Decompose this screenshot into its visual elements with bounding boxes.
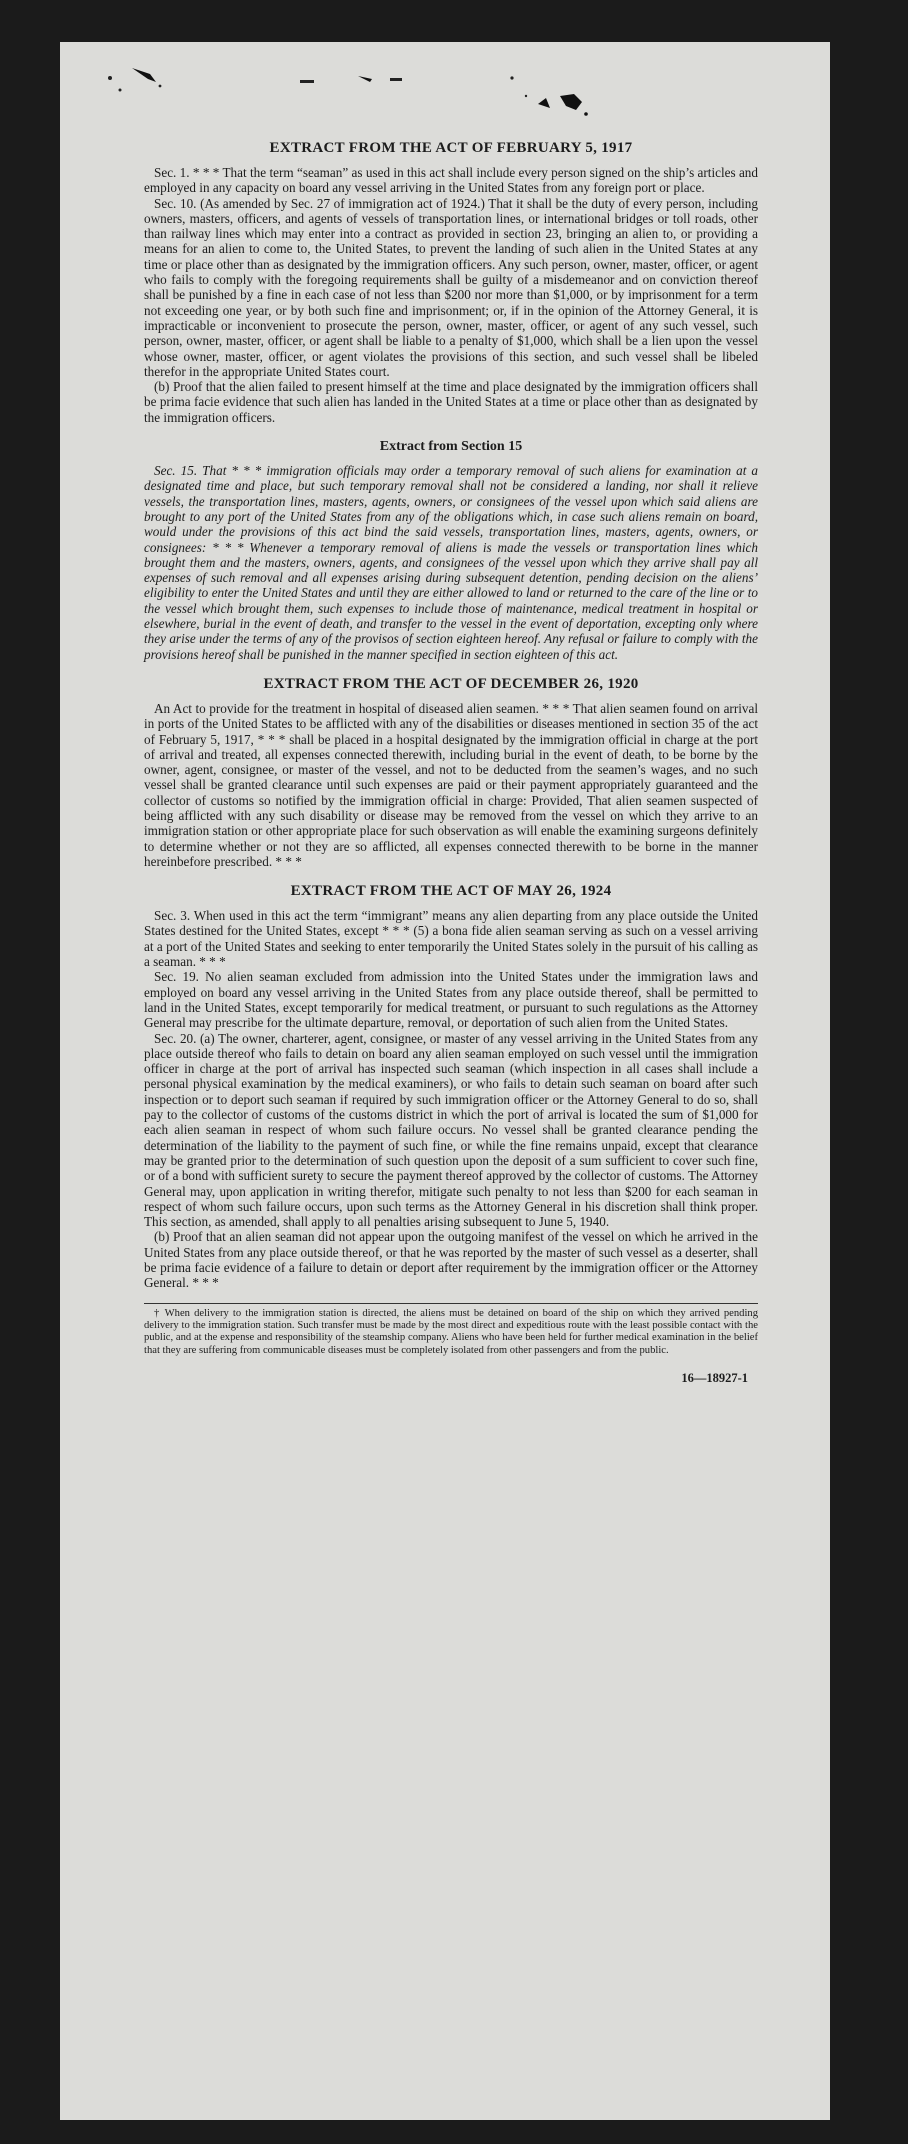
section-paragraph: Sec. 10. (As amended by Sec. 27 of immigration act of 1924.) That it shall be the duty of every person, including owners, masters, officers, and agents of vessels of transportation lines, or international bridges or toll roads, other than railway lines which may enter into a contract as provided in section 23, bringing an alien to, or providing a means for an alien to come to, the United States, to prevent the landing of such alien in the United States at any time or place other than as designated by the immigration officers. Any such person, owner, master, officer, or agent who fails to comply with the foregoing requirements shall be guilty of a misdemeanor and on conviction thereof shall be punished by a fine in each case of not less than $200 nor more than $1,000, or by imprisonment for a term not exceeding one year, or by both such fine and imprisonment; or, if in the opinion of the Attorney General, it is impracticable or inconvenient to prosecute the person, owner, master, officer, or agent of any such vessel, such person, owner, master, officer, or agent shall be liable to a penalty of $1,000, which shall be a lien upon the vessel whose owner, master, officer, or agent violates the provisions of this section, and such vessel shall be libeled therefor in the appropriate United States court. — [144, 195, 758, 379]
section-paragraph: Sec. 20. (a) The owner, charterer, agent, consignee, or master of any vessel arriving in the United States from any place outside thereof who fails to detain on board any alien seaman employed on such vessel until the immigration officer in charge at the port of arrival has inspected such seaman (which inspection in all cases shall include a personal physical examination by the medical examiners), or who fails to detain such seaman on board after such inspection or to deport such seaman if required by such immigration officer or the Attorney General to do so, shall pay to the collector of customs of the customs district in which the port of arrival is located the sum of $1,000 for each alien seaman in respect of whom such failure occurs. No vessel shall be granted clearance pending the determination of the liability to the payment of such fine, or while the fine remains unpaid, except that clearance may be granted prior to the determination of such question upon the deposit of a sum sufficient to cover such fine, or of a bond with sufficient surety to secure the payment thereof approved by the collector of customs. The Attorney General may, upon application in writing therefor, mitigate such penalty to not less than $200 for each seaman in respect of whom such failure occurs, upon such terms as the Attorney General in his discretion shall think proper. This section, as amended, shall apply to all penalties arising subsequent to June 5, 1940. — [144, 1030, 758, 1230]
document-body — [144, 140, 758, 1386]
document-page — [60, 42, 830, 2120]
form-code: 16—18927-1 — [681, 1371, 748, 1386]
section-heading: Extract from Section 15 — [379, 439, 523, 455]
section-heading: EXTRACT FROM THE ACT OF FEBRUARY 5, 1917 — [269, 140, 633, 156]
footnote-rule — [144, 1303, 758, 1304]
section-paragraph: (b) Proof that an alien seaman did not appear upon the outgoing manifest of the vessel on which he arrived in the United States from any place outside thereof, or that he was reported by the master of such vessel as a deserter, shall be prima facie evidence of a failure to detain or deport after requirement by the immigration officer or the Attorney General. * * * — [144, 1229, 758, 1291]
sections-container — [144, 140, 758, 1291]
footnote: † When delivery to the immigration station is directed, the aliens must be detained on board of the ship on which they arrived pending delivery to the immigration station. Such transfer must be made by the most direct and expeditious route with the least possible contact with the public, and at the expense and responsibility of the steamship company. Aliens who have been held for further medical examination in the belief that they are suffering from communicable diseases must be completely isolated from other passengers and from the public. — [144, 1307, 758, 1356]
section-heading: EXTRACT FROM THE ACT OF DECEMBER 26, 1920 — [263, 675, 639, 692]
section-paragraph: Sec. 3. When used in this act the term “immigrant” means any alien departing from any place outside the United States destined for the United States, except * * * (5) a bona fide alien seaman serving as such on a vessel arriving at a port of the United States and seeking to enter temporarily the United States solely in the pursuit of his calling as a seaman. * * * — [144, 908, 758, 970]
section-heading: EXTRACT FROM THE ACT OF MAY 26, 1924 — [290, 883, 612, 900]
section-paragraph: Sec. 19. No alien seaman excluded from admission into the United States under the immigration laws and employed on board any vessel arriving in the United States from any place outside thereof, shall be permitted to land in the United States, except temporarily for medical treatment, or pursuant to such regulations as the Attorney General may prescribe for the ultimate departure, removal, or deportation of such alien from the United States. — [144, 969, 758, 1031]
section-paragraph: An Act to provide for the treatment in hospital of diseased alien seamen. * * * That alien seamen found on arrival in ports of the United States to be afflicted with any of the disabilities or diseases mentioned in section 35 of the act of February 5, 1917, * * * shall be placed in a hospital designated by the immigration official in charge at the port of arrival and treated, all expenses connected therewith, including burial in the event of death, to be borne by the owner, agent, consignee, or master of the vessel, and not to be deducted from the seamen’s wages, and no such vessel shall be granted clearance until such expenses are paid or their payment appropriately guaranteed and the collector of customs so notified by the immigration official in charge: Provided, That alien seamen suspected of being afflicted with any such disability or disease may be removed from the vessel on which they arrive to an immigration station or other appropriate place for such observation as will enable the examining surgeons definitely to determine whether or not they are so afflicted, all expenses connected therewith to be borne in the manner hereinbefore prescribed. * * * — [144, 700, 758, 869]
section-paragraph: Sec. 15. That * * * immigration officials may order a temporary removal of such aliens for examination at a designated time and place, but such temporary removal shall not be considered a landing, nor shall it relieve vessels, the transportation lines, masters, agents, owners, or consignees of the vessel upon which said aliens are brought to any port of the United States from any of the obligations which, in case such aliens remain on board, would under the provisions of this act bind the said vessels, transportation lines, masters, agents, owners, or consignees: * * * Whenever a temporary removal of aliens is made the vessels or transportation lines which brought them and the masters, owners, agents, and consignees of the vessel upon which they arrive shall pay all expenses of such removal and all expenses arising during subsequent detention, pending decision on the aliens’ eligibility to enter the United States and until they are either allowed to land or returned to the care of the line or to the vessel which brought them, such expenses to include those of maintenance, medical treatment in hospital or elsewhere, burial in the event of death, and transfer to the vessel in the event of deportation, excepting only where they arise under the terms of any of the provisos of section eighteen hereof. Any refusal or failure to comply with the provisions hereof shall be punished in the manner specified in section eighteen of this act. — [144, 463, 758, 662]
section-paragraph: Sec. 1. * * * That the term “seaman” as used in this act shall include every person signed on the ship’s articles and employed in any capacity on board any vessel arriving in the United States from any foreign port or place. — [144, 165, 758, 196]
section-paragraph: (b) Proof that the alien failed to present himself at the time and place designated by the immigration officers shall be prima facie evidence that such alien has landed in the United States at a time or place other than as designated by the immigration officers. — [144, 379, 758, 425]
